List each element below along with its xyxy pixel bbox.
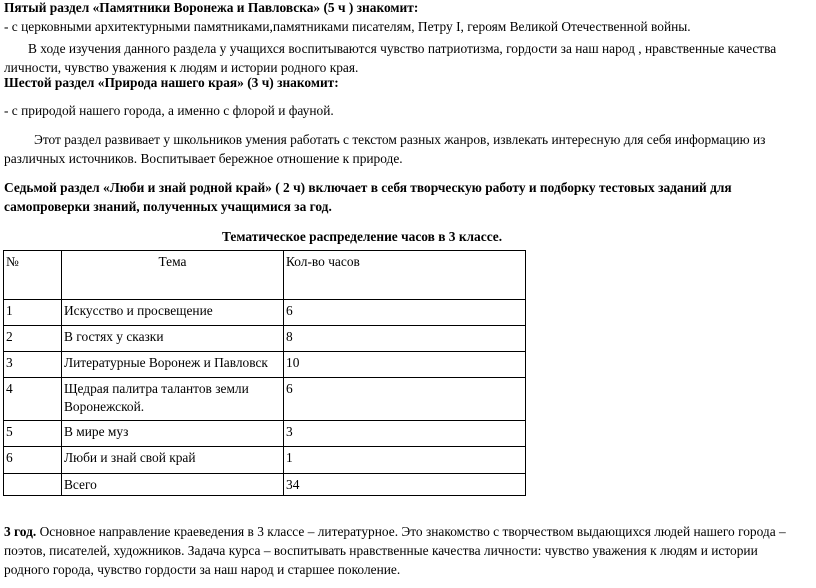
table-row [4,378,526,421]
table-row [4,300,526,326]
row-hours: 6 [284,300,526,326]
total-label: Всего [62,474,284,496]
table-row [4,447,526,474]
row-topic: Люби и знай свой край [62,447,284,474]
section6-heading: Шестой раздел «Природа нашего края» (3 ч) знакомит: [4,75,339,90]
row-hours: 8 [284,326,526,352]
row-hours: 1 [284,447,526,474]
row-number: 1 [4,300,62,326]
grade3-line3: родного города, чувство гордости за наш народ и старшее поколение. [4,562,401,577]
row-hours: 3 [284,421,526,447]
section5-line: - с церковными архитектурными памятниками,памятниками писателям, Петру I, героям Великой Отечественной войны. [4,19,691,34]
row-number: 2 [4,326,62,352]
row-hours: 6 [284,378,526,421]
table-row [4,421,526,447]
row-topic-line1: Щедрая палитра талантов земли [64,381,249,396]
table-title: Тематическое распределение часов в 3 классе. [222,229,503,244]
section5-heading: Пятый раздел «Памятники Воронежа и Павловска» (5 ч ) знакомит: [4,0,419,15]
hours-table [3,250,526,496]
grade3-text: Основное направление краеведения в 3 классе – литературное. Это знакомство с творчеством выдающихся людей нашего города – [36,524,786,539]
total-number [4,474,62,496]
table-row [4,352,526,378]
grade3-line2: поэтов, писателей, художников. Задача курса – воспитывать нравственные качества личности: чувство уважения к людям и истории [4,543,758,558]
row-topic: Искусство и просвещение [62,300,284,326]
section7-line1: Седьмой раздел «Люби и знай родной край» ( 2 ч) включает в себя творческую работу и подборку тестовых заданий для [4,180,732,195]
row-topic [62,378,284,421]
section5-paragraph-line2: личности, чувство уважения к людям и истории родного края. [4,60,359,75]
section5-paragraph-line1: В ходе изучения данного раздела у учащихся воспитываются чувство патриотизма, гордости за наш народ , нравственные качества [28,41,777,56]
section6-line: - с природой нашего города, а именно с флорой и фауной. [4,103,334,118]
table-total-row [4,474,526,496]
row-number: 5 [4,421,62,447]
table-header-row [4,251,526,300]
row-topic: В гостях у сказки [62,326,284,352]
header-hours: Кол-во часов [284,251,526,300]
section6-paragraph-line1: Этот раздел развивает у школьников умения работать с текстом разных жанров, извлекать интересную для себя информацию из [34,132,766,147]
grade3-line1 [4,523,786,541]
section7-line2: самопроверки знаний, полученных учащимися за год. [4,199,332,214]
row-hours: 10 [284,352,526,378]
row-topic: Литературные Воронеж и Павловск [62,352,284,378]
grade3-label: 3 год. [4,524,37,539]
table-row [4,326,526,352]
row-number: 4 [4,378,62,421]
row-number: 6 [4,447,62,474]
row-topic: В мире муз [62,421,284,447]
total-hours: 34 [284,474,526,496]
row-number: 3 [4,352,62,378]
row-topic-line2: Воронежской. [64,399,145,414]
header-number: № [4,251,62,300]
header-topic: Тема [62,251,284,300]
section6-paragraph-line2: различных источников. Воспитывает бережное отношение к природе. [4,151,403,166]
